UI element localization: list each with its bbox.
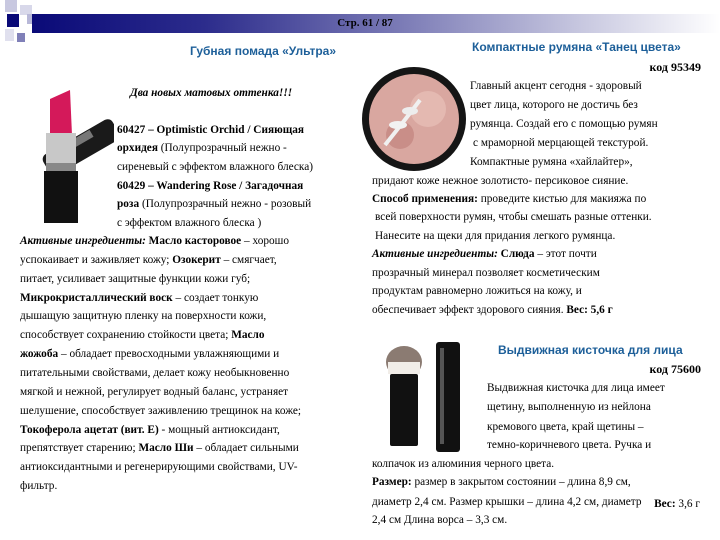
blush-text-line — [473, 136, 648, 150]
lipstick-text-segment: Масло касторовое — [145, 235, 242, 247]
lipstick-text-line — [117, 160, 313, 174]
lipstick-text-segment: успокаивает и заживляет кожу; — [20, 253, 173, 266]
lipstick-text-line — [117, 141, 287, 155]
blush-text-segment: цвет лица, которого не достичь без — [470, 99, 638, 111]
lipstick-text-segment: – создает тонкую — [172, 291, 259, 304]
lipstick-text-segment: с эффектом влажного блеска ) — [117, 217, 262, 229]
blush-text-segment: Нанесите на щеки для придания легкого румянца. — [375, 230, 616, 242]
lipstick-text-segment: 3,6 г — [675, 498, 700, 510]
lipstick-text-segment: мягкой и нежной, регулирует водный баланс, устраняет — [20, 385, 289, 398]
blush-text-line — [372, 266, 600, 280]
brush-text-line — [372, 475, 631, 489]
brush-text-line — [372, 513, 507, 527]
decor-square — [5, 29, 14, 41]
lipstick-text-segment: дышащую защитную пленку на поверхности кожи, — [20, 310, 267, 323]
blush-text-segment: Слюда — [497, 248, 535, 260]
blush-text-segment: обеспечивает эффект здорового сияния. — [372, 304, 567, 316]
page-number: Стр. 61 / 87 — [337, 17, 393, 29]
brush-image — [384, 340, 464, 458]
lipstick-text-line — [20, 441, 299, 455]
blush-text-segment: с мраморной мерцающей текстурой. — [473, 137, 649, 149]
lipstick-text-line — [20, 347, 279, 361]
lipstick-text-line — [20, 404, 301, 418]
blush-code: код 95349 — [649, 60, 701, 74]
lipstick-text-line — [20, 253, 277, 267]
brush-text-line — [487, 381, 665, 395]
lipstick-text-segment: сиреневый с эффектом влажного блеска) — [117, 161, 313, 173]
blush-text-segment: – этот почти — [534, 248, 597, 260]
lipstick-text-segment: 60427 – Optimistic Orchid / Сияющая — [117, 124, 305, 136]
lipstick-text-segment: орхидея — [117, 142, 158, 154]
lipstick-text-line — [117, 216, 261, 230]
lipstick-text-segment: – хорошо — [241, 235, 290, 247]
brush-text-line — [487, 420, 644, 434]
lipstick-text-line — [20, 291, 258, 305]
lipstick-text-segment: жожоба — [20, 348, 59, 361]
decor-square — [5, 0, 17, 12]
blush-text-line — [372, 192, 646, 206]
blush-text-line — [372, 303, 613, 317]
blush-text-segment: придают коже нежное золотисто- персиковое сияние. — [372, 175, 629, 187]
blush-text-segment: всей поверхности румян, чтобы смешать разные оттенки. — [375, 211, 652, 223]
lipstick-text-line — [20, 460, 298, 474]
lipstick-text-line — [130, 86, 292, 100]
brush-text-line — [487, 438, 651, 452]
blush-text-segment: проведите кистью для макияжа по — [477, 193, 647, 205]
brush-text-line — [487, 400, 651, 414]
blush-text-segment: Активные ингредиенты: — [372, 248, 498, 260]
lipstick-title: Губная помада «Ультра» — [190, 44, 337, 58]
blush-compact-image — [360, 65, 470, 175]
blush-text-segment: Компактные румяна «хайлайтер», — [470, 156, 633, 168]
lipstick-text-line — [117, 179, 303, 193]
lipstick-text-segment: шелушение, способствует заживлению трещинок на коже; — [20, 404, 302, 417]
brush-text-segment: 2,4 см Длина ворса – 3,3 см. — [372, 514, 508, 526]
lipstick-text-segment: – смягчает, — [220, 253, 277, 266]
brush-text-segment: кремового цвета, край щетины – — [487, 421, 644, 433]
lipstick-text-segment: (Полупрозрачный нежно - — [157, 142, 287, 154]
brush-text-segment: щетину, выполненную из нейлона — [487, 401, 651, 413]
blush-text-segment: Способ применения: — [372, 193, 478, 205]
lipstick-text-segment: антиоксидантными и регенерирующими свойствами, UV- — [20, 461, 298, 474]
lipstick-text-line — [20, 234, 289, 248]
lipstick-text-line — [20, 385, 288, 399]
lipstick-text-segment: - мощный антиоксидант, — [158, 423, 280, 436]
brush-text-segment: колпачок из алюминия черного цвета. — [372, 458, 555, 470]
lipstick-text-segment: (Полупрозрачный нежно - розовый — [139, 198, 312, 210]
blush-title: Компактные румяна «Танец цвета» — [472, 40, 681, 54]
lipstick-text-segment: Два новых матовых оттенка!!! — [130, 87, 293, 99]
lipstick-text-line — [20, 479, 57, 493]
lipstick-text-segment: фильтр. — [20, 480, 58, 493]
blush-text-segment: Главный акцент сегодня - здоровый — [470, 80, 642, 92]
brush-text-segment: темно-коричневого цвета. Ручка и — [487, 439, 652, 451]
lipstick-text-segment: питает, усиливает защитные функции кожи губ; — [20, 272, 251, 285]
lipstick-text-segment: Вес: — [654, 498, 676, 510]
lipstick-text-segment: Масло Ши — [138, 442, 194, 455]
blush-text-line — [470, 98, 638, 112]
lipstick-text-segment: препятствует старению; — [20, 442, 139, 455]
brush-code: код 75600 — [649, 362, 701, 376]
lipstick-text-segment: Активные ингредиенты: — [20, 235, 146, 247]
blush-text-segment: прозрачный минерал позволяет косметическим — [372, 267, 600, 279]
blush-text-line — [470, 155, 633, 169]
blush-text-segment: румянца. Создай его с помощью румян — [470, 118, 658, 130]
lipstick-text-line — [117, 123, 304, 137]
lipstick-text-segment: Озокерит — [172, 253, 221, 266]
lipstick-text-line — [20, 423, 280, 437]
decor-square — [17, 33, 25, 42]
blush-text-line — [372, 284, 582, 298]
lipstick-text-segment: способствует сохранению стойкости цвета; — [20, 329, 232, 342]
lipstick-text-segment: Микрокристаллический воск — [20, 291, 173, 304]
lipstick-text-line — [20, 366, 289, 380]
lipstick-text-segment: 60429 – Wandering Rose / Загадочная — [117, 180, 304, 192]
blush-text-segment: продуктам равномерно ложиться на кожу, и — [372, 285, 582, 297]
brush-text-segment: Размер: — [372, 476, 412, 488]
brush-title: Выдвижная кисточка для лица — [498, 343, 683, 357]
blush-text-line — [375, 210, 652, 224]
blush-text-line — [372, 174, 628, 188]
brush-text-line — [372, 495, 642, 509]
lipstick-text-line — [20, 309, 266, 323]
brush-text-segment: диаметр 2,4 см. Размер крышки – длина 4,2 см, диаметр — [372, 496, 642, 508]
lipstick-text-line — [654, 497, 700, 511]
blush-text-line — [372, 247, 597, 261]
brush-text-line — [372, 457, 554, 471]
brush-text-segment: Выдвижная кисточка для лица имеет — [487, 382, 665, 394]
lipstick-text-segment: – обладает превосходными увлажняющими и — [58, 348, 280, 361]
lipstick-text-segment: роза — [117, 198, 140, 210]
lipstick-text-line — [117, 197, 311, 211]
blush-text-line — [375, 229, 615, 243]
lipstick-text-line — [20, 328, 265, 342]
lipstick-image — [14, 85, 114, 230]
lipstick-text-segment: Масло — [231, 329, 265, 342]
blush-text-line — [470, 117, 658, 131]
brush-text-segment: размер в закрытом состоянии – длина 8,9 см, — [411, 476, 631, 488]
lipstick-text-line — [20, 272, 250, 286]
lipstick-text-segment: – обладает сильными — [193, 442, 299, 455]
blush-text-line — [470, 79, 642, 93]
lipstick-text-segment: питательными свойствами, делает кожу необыкновенно — [20, 366, 290, 379]
lipstick-text-segment: Токоферола ацетат (вит. Е) — [20, 423, 159, 436]
blush-text-segment: Вес: 5,6 г — [566, 304, 613, 316]
